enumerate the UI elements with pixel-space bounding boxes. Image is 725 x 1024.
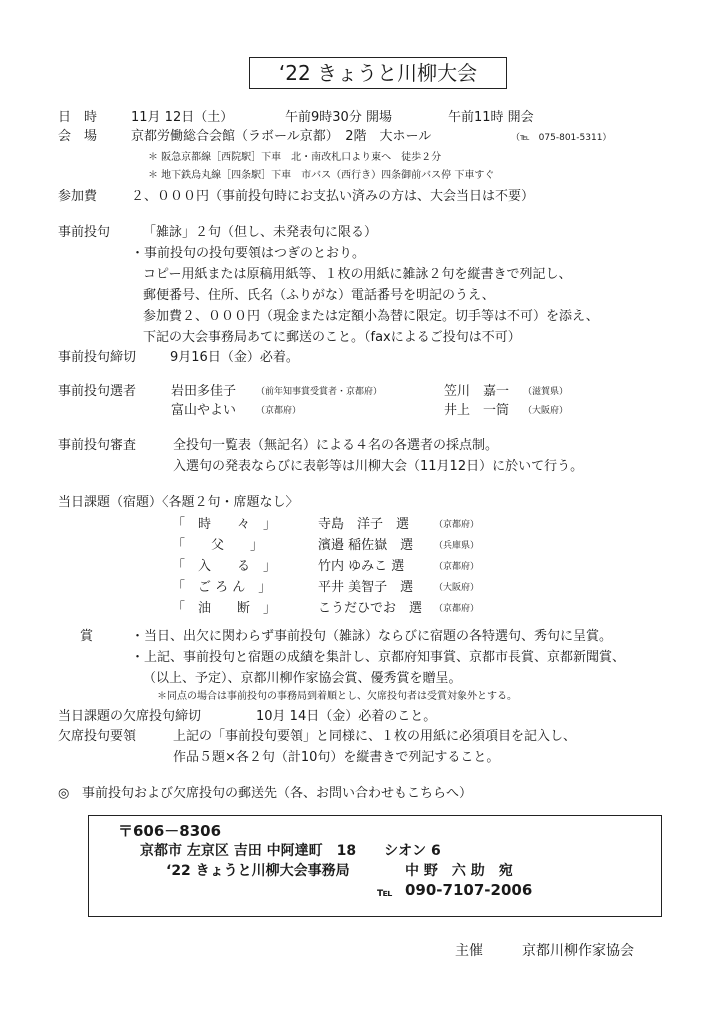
judge-name: 笠川 嘉一 [444, 384, 510, 399]
start-time: 午前11時 開会 [448, 110, 534, 125]
topic-judge: こうだひでお 選 [318, 601, 423, 616]
sankahi-label: 参加費 [58, 189, 98, 204]
sho-line1: ・当日、出欠に関わらず事前投句（雑詠）ならびに宿題の各特選句、秀句に呈賞。 [131, 629, 613, 644]
judge-name: 井上 一筒 [444, 403, 510, 418]
venue-name: 京都労働総合会館（ラボール京都） 2階 大ホール [131, 129, 432, 144]
organizer-label: 主催 [455, 943, 483, 959]
topic-pref: （兵庫県） [434, 541, 480, 551]
topic-judge: 濱邉 稲佐嶽 選 [318, 538, 414, 553]
topic-title: 「 ご ろ ん 」 [172, 580, 272, 595]
contact-phone: 090-7107-2006 [405, 881, 533, 899]
toujitsu-label: 当日課題（宿題）〈各題２句・席題なし〉 [58, 495, 299, 510]
nichiji-label: 日 時 [58, 110, 98, 125]
shinsa-label: 事前投句審査 [58, 438, 137, 453]
jizen-line0: 「雑詠」２句（但し、未発表句に限る） [143, 225, 378, 240]
judge-note: （滋賀県） [523, 387, 569, 397]
topic-pref: （京都府） [434, 520, 480, 530]
topic-judge: 平井 美智子 選 [318, 580, 414, 595]
judge-note: （大阪府） [523, 406, 569, 416]
recipient-name: 中 野 六 助 宛 [405, 863, 513, 879]
topic-title: 「 油 断 」 [172, 601, 277, 616]
postal-code: 〒606－8306 [118, 822, 222, 840]
topic-pref: （京都府） [434, 604, 480, 614]
organizer-name: 京都川柳作家協会 [522, 943, 634, 959]
kaijo-label: 会 場 [58, 129, 98, 144]
topic-judge: 竹内 ゆみこ 選 [318, 559, 405, 574]
topic-pref: （京都府） [434, 562, 480, 572]
jizen-line2: コピー用紙または原稿用紙等、１枚の用紙に雑詠２句を縦書きで列記し、 [143, 267, 572, 282]
judge-name: 岩田多佳子 [171, 384, 237, 399]
phone-icon: ℡ [377, 885, 393, 899]
sho-label: 賞 [80, 629, 94, 644]
event-date: 11月 12日（土） [131, 110, 234, 125]
sho-line3: （以上、予定）、京都川柳作家協会賞、優秀賞を贈呈。 [143, 671, 462, 686]
senja-label: 事前投句選者 [58, 384, 137, 399]
kesseki-youryou-line1: 上記の「事前投句要領」と同様に、１枚の用紙に必須項目を記入し、 [173, 729, 577, 744]
access-subway: ＊ 地下鉄烏丸線［四条駅］下車 市バス（西行き）四条御前バス停 下車すぐ [148, 170, 495, 181]
kesseki-youryou-line2: 作品５題×各２句（計10句）を縦書きで列記すること。 [173, 750, 500, 765]
topic-title: 「 入 る 」 [172, 559, 277, 574]
shimekiri-label: 事前投句締切 [58, 350, 137, 365]
judge-note: （京都府） [256, 406, 302, 416]
page-title: ‘22 きょうと川柳大会 [249, 57, 507, 89]
topic-title: 「 父 」 [172, 538, 264, 553]
sousaki-text: 事前投句および欠席投句の郵送先（各、お問い合わせもこちらへ） [82, 786, 473, 801]
sankahi-text: ２、０００円（事前投句時にお支払い済みの方は、大会当日は不要） [131, 189, 535, 204]
judge-name: 富山やよい [171, 403, 237, 418]
address-line: 京都市 左京区 吉田 中阿達町 18 シオン 6 [140, 843, 441, 859]
kesseki-youryou-label: 欠席投句要領 [58, 729, 137, 744]
topic-judge: 寺島 洋子 選 [318, 517, 410, 532]
kesseki-shimekiri-label: 当日課題の欠席投句締切 [58, 709, 202, 724]
sho-note: ＊同点の場合は事前投句の事務局到着順とし、欠席投句者は受賞対象外とする。 [157, 691, 517, 702]
jizen-label: 事前投句 [58, 225, 111, 240]
shimekiri-text: 9月16日（金）必着。 [170, 350, 299, 365]
jizen-line3: 郵便番号、住所、氏名（ふりがな）電話番号を明記のうえ、 [143, 288, 495, 303]
office-name: ‘22 きょうと川柳大会事務局 [166, 863, 350, 879]
access-hankyu: ＊ 阪急京都線［西院駅］下車 北・南改札口より東へ 徒歩２分 [148, 152, 442, 163]
topic-title: 「 時 々 」 [172, 517, 277, 532]
judge-note: （前年知事賞受賞者・京都府） [256, 387, 383, 397]
jizen-line4: 参加費２、０００円（現金または定額小為替に限定。切手等は不可）を添え、 [143, 309, 599, 324]
shinsa-line2: 入選句の発表ならびに表彰等は川柳大会（11月12日）に於いて行う。 [173, 459, 584, 474]
jizen-line5: 下記の大会事務局あてに郵送のこと。（faxによるご投句は不可） [143, 330, 521, 345]
open-time: 午前9時30分 開場 [285, 110, 392, 125]
bullet-mark: ◎ [58, 786, 70, 801]
kesseki-shimekiri-text: 10月 14日（金）必着のこと。 [256, 709, 437, 724]
venue-tel: （℡ 075-801-5311） [511, 133, 612, 143]
shinsa-line1: 全投句一覧表（無記名）による４名の各選者の採点制。 [173, 438, 499, 453]
topic-pref: （大阪府） [434, 583, 480, 593]
jizen-line1: ・事前投句の投句要領はつぎのとおり。 [131, 246, 366, 261]
sho-line2: ・上記、事前投句と宿題の成績を集計し、京都府知事賞、京都市長賞、京都新聞賞、 [131, 650, 626, 665]
